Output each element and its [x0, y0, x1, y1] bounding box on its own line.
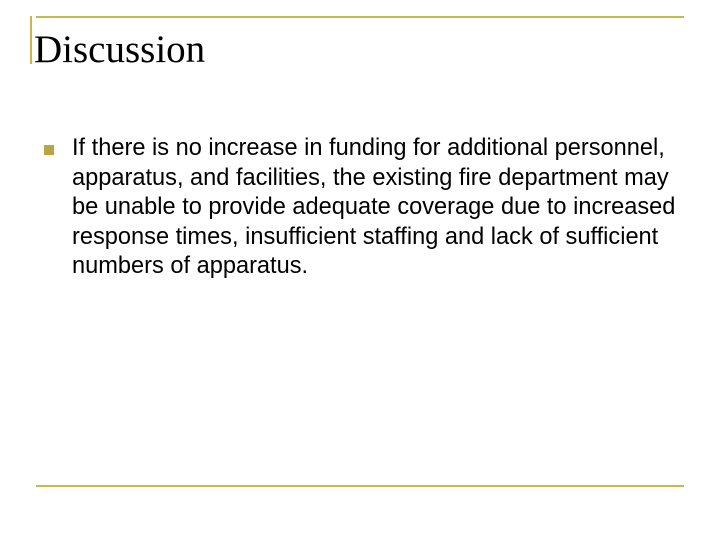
bottom-accent-line: [36, 485, 684, 487]
bullet-item: [42, 134, 692, 282]
square-bullet-icon: [44, 145, 54, 155]
top-accent-line: [36, 16, 684, 18]
bullet-text: If there is no increase in funding for additional personnel, apparatus, and facilities, the existing fire department may be unable to provide adequate coverage due to increased response times, insufficient staffing and lack of sufficient numbers of apparatus.: [72, 135, 676, 280]
left-accent-line: [30, 16, 32, 64]
slide-title: Discussion: [34, 28, 206, 71]
bullet-list: [42, 134, 692, 282]
